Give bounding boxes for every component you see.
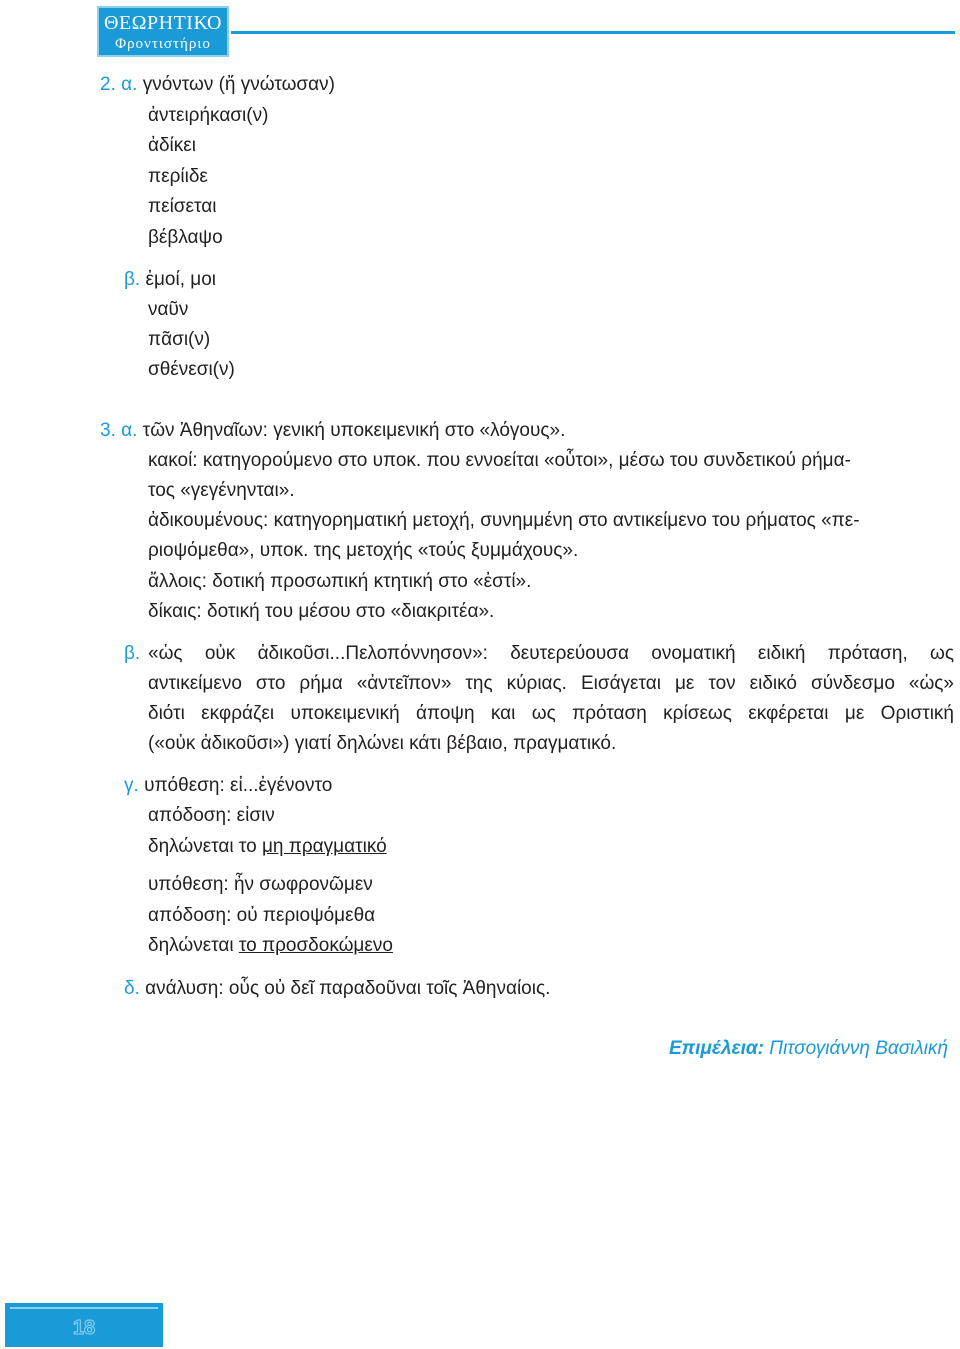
q3-g-term: μη πραγματικό (261, 836, 387, 857)
q2-b-marker: β. (124, 269, 141, 290)
q3-g-term: το προσδοκώμενο (238, 935, 393, 956)
q3-b-line: («οὐκ ἀδικοῦσι») γιατί δηλώνει κάτι βέβαιο, πραγματικό. (148, 733, 617, 754)
q3-a-term: ἀδικουμένους: (148, 510, 269, 531)
q2-b-item: ἐμοί, μοι (145, 269, 216, 290)
q2-b-item: πᾶσι(ν) (148, 329, 211, 350)
q2-a-marker: α. (121, 74, 138, 95)
q3-a-marker: α. (121, 420, 138, 441)
q3-g-row (148, 934, 393, 958)
logo-title: ΘΕΩΡΗΤΙΚΟ (104, 12, 222, 34)
q3-g-text: απόδοση: εἰσιν (148, 805, 275, 826)
q3-g-row (148, 835, 387, 859)
q3-number: 3. (100, 420, 116, 441)
q3-b-line: «ὡς οὐκ ἀδικοῦσι...Πελοπόννησον»: δευτερεύουσα ονοματική ειδική πρόταση, ως (148, 643, 954, 664)
q3-a-term: δίκαις: (148, 601, 202, 622)
q3-a-text: ριοψόμεθα», υποκ. της μετοχής «τούς ξυμμάχους». (148, 540, 579, 561)
q3-g-marker: γ. (124, 775, 139, 796)
q3-g-text: δηλώνεται το (148, 836, 257, 857)
q3-d-text: ανάλυση: οὗς οὐ δεῖ παραδοῦναι τοῖς Ἀθηναίοις. (145, 978, 551, 999)
page-number-frame (10, 1307, 158, 1345)
q2-a-item: περίιδε (148, 166, 208, 187)
q3-g-text: υπόθεση: ἦν σωφρονῶμεν (148, 874, 373, 895)
q3-a-row (148, 600, 494, 624)
q2-a-item: ἀδίκει (148, 135, 196, 156)
q2-b-row (124, 268, 216, 292)
q2-a-row (100, 73, 335, 97)
logo-subtitle: Φροντιστήριο (115, 36, 211, 52)
q3-g-row (124, 774, 332, 798)
q3-b-line: διότι εκφράζει υποκειμενική άποψη και ως πρόταση κρίσεως εκφέρεται με Οριστική (148, 703, 954, 724)
q2-a-item: βέβλαψο (148, 227, 223, 248)
logo-box (97, 6, 229, 57)
q2-b-item: σθένεσι(ν) (148, 359, 235, 380)
q3-a-text: κατηγορηματική μετοχή, συνημμένη στο αντικείμενο του ρήματος «πε- (273, 510, 860, 531)
q3-d-row (124, 977, 550, 1001)
q3-a-text: τος «γεγένηνται». (148, 480, 295, 501)
q3-a-term: κακοί: (148, 450, 198, 471)
q2-b-item: ναῦν (148, 299, 189, 320)
credit-line (669, 1037, 948, 1061)
credit-name: Πιτσογιάννη Βασιλική (769, 1038, 948, 1059)
q3-g-text: απόδοση: οὐ περιοψόμεθα (148, 905, 376, 926)
q3-a-row (148, 509, 860, 533)
page-number-box (5, 1303, 163, 1347)
q3-b-line: αντικείμενο στο ρήμα «ἀντεῖπον» της κύριας. Εισάγεται με τον ειδικό σύνδεσμο «ὡς» (148, 673, 954, 694)
q2-a-item: πείσεται (148, 196, 217, 217)
page-number: 18 (72, 1317, 96, 1339)
q3-a-text: κατηγορούμενο στο υποκ. που εννοείται «οὗτοι», μέσω του συνδετικού ρήμα- (202, 450, 851, 471)
q2-a-item: γνόντων (ἤ γνώτωσαν) (142, 74, 335, 95)
q3-g-text: υπόθεση: εἰ...ἐγένοντο (144, 775, 333, 796)
q3-a-row (100, 419, 565, 443)
q3-a-text: δοτική του μέσου στο «διακριτέα». (207, 601, 495, 622)
q3-a-text: δοτική προσωπική κτητική στο «ἐστί». (212, 571, 532, 592)
q2-a-item: ἀντειρήκασι(ν) (148, 105, 269, 126)
q3-a-row (148, 570, 531, 594)
q3-a-text: γενική υποκειμενική στο «λόγους». (273, 420, 566, 441)
q2-number: 2. (100, 74, 116, 95)
q3-a-term: τῶν Ἀθηναῖων: (142, 420, 268, 441)
q3-d-marker: δ. (124, 978, 140, 999)
q3-a-term: ἄλλοις: (148, 571, 207, 592)
q3-b-marker: β. (124, 643, 141, 664)
q3-g-text: δηλώνεται (148, 935, 234, 956)
header-rule (231, 31, 955, 34)
q3-a-row (148, 449, 851, 473)
credit-label: Επιμέλεια: (668, 1038, 765, 1059)
